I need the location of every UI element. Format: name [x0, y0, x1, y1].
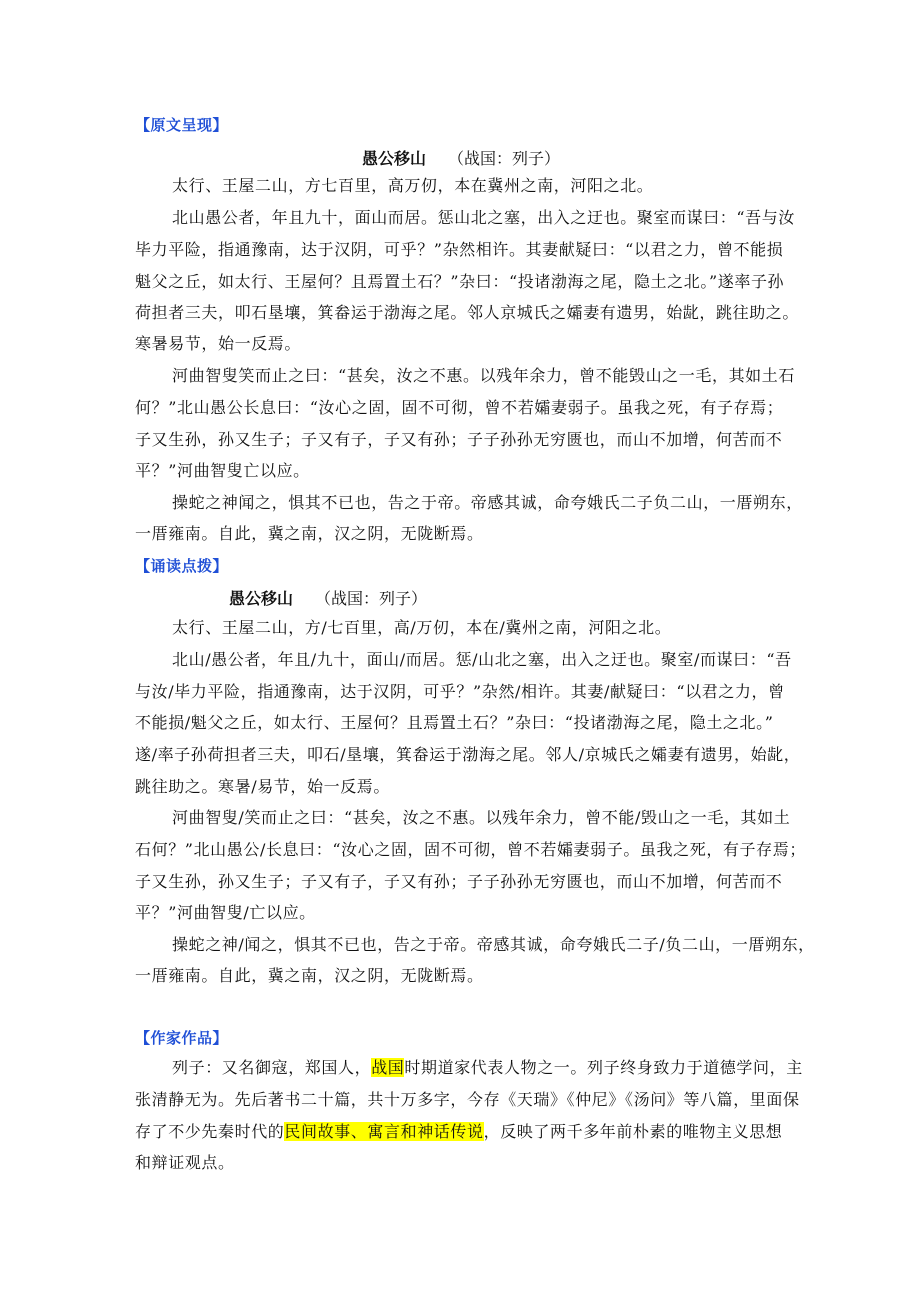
author-text: （战国：列子） — [315, 589, 428, 608]
text-line: 操蛇之神闻之，惧其不已也，告之于帝。帝感其诚，命夸娥氏二子负二山，一厝朔东， — [172, 493, 803, 512]
section-label-original: 【原文呈现】 — [135, 116, 229, 134]
text-line: 一厝雍南。自此，冀之南，汉之阴，无陇断焉。 — [135, 524, 484, 543]
highlighted-text: 战国 — [371, 1058, 405, 1077]
text-line: 河曲智叟/笑而止之曰：“甚矣，汝之不惠。以残年余力，曾不能/毁山之一毛，其如土 — [172, 808, 791, 827]
text-segment: 存了不少先秦时代的 — [135, 1122, 285, 1141]
title-text: 愚公移山 — [362, 149, 427, 168]
text-line: 毕力平险，指通豫南，达于汉阴，可乎？”杂然相许。其妻献疑曰：“以君之力，曾不能损 — [135, 240, 784, 259]
text-line: 和辩证观点。 — [135, 1153, 235, 1172]
text-line: 张清静无为。先后著书二十篇，共十万多字，今存《天瑞》《仲尼》《汤问》等八篇，里面保 — [135, 1090, 800, 1109]
highlighted-text: 民间故事、寓言和神话传说 — [284, 1122, 484, 1141]
poem-title-reading — [229, 586, 427, 609]
text-line: 北山愚公者，年且九十，面山而居。惩山北之塞，出入之迂也。聚室而谋曰：“吾与汝 — [172, 208, 795, 227]
text-line: 跳往助之。寒暑/易节，始一反焉。 — [135, 777, 390, 796]
section-label-author: 【作家作品】 — [135, 1029, 229, 1047]
author-text: （战国：列子） — [448, 149, 561, 168]
title-text: 愚公移山 — [229, 589, 294, 608]
text-line: 平？”河曲智叟亡以应。 — [135, 461, 310, 480]
text-line: 北山/愚公者，年且/九十，面山/而居。惩/山北之塞，出入之迂也。聚室/而谋曰：“吾 — [172, 650, 792, 669]
text-line: 太行、王屋二山，方/七百里，高/万仞，本在/冀州之南，河阳之北。 — [172, 618, 672, 637]
text-line: 遂/率子孙荷担者三夫，叩石/垦壤，箕畚运于渤海之尾。邻人/京城氏之孀妻有遗男，始龀， — [135, 745, 801, 764]
text-line: 寒暑易节，始一反焉。 — [135, 334, 302, 353]
text-line: 与汝/毕力平险，指通豫南，达于汉阴，可乎？”杂然/相许。其妻/献疑曰：“以君之力，曾 — [135, 682, 785, 701]
text-segment: 时期道家代表人物之一。列子终身致力于道德学问，主 — [404, 1058, 803, 1077]
text-line: 何？”北山愚公长息曰：“汝心之固，固不可彻，曾不若孀妻弱子。虽我之死，有子存焉； — [135, 398, 784, 417]
text-line — [135, 1122, 785, 1142]
text-line: 石何？”北山愚公/长息曰：“汝心之固，固不可彻，曾不若孀妻弱子。虽我之死，有子存焉； — [135, 840, 806, 859]
text-segment: 列子：又名御寇，郑国人， — [172, 1058, 372, 1077]
text-line: 太行、王屋二山，方七百里，高万仞，本在冀州之南，河阳之北。 — [172, 176, 654, 195]
text-line: 荷担者三夫，叩石垦壤，箕畚运于渤海之尾。邻人京城氏之孀妻有遗男，始龀，跳往助之。 — [135, 303, 800, 322]
text-line: 平？”河曲智叟/亡以应。 — [135, 903, 316, 922]
text-line: 河曲智叟笑而止之曰：“甚矣，汝之不惠。以残年余力，曾不能毁山之一毛，其如土石 — [172, 366, 795, 385]
text-segment: ，反映了两千多年前朴素的唯物主义思想 — [483, 1122, 783, 1141]
text-line: 操蛇之神/闻之，惧其不已也，告之于帝。帝感其诚，命夸娥氏二子/负二山，一厝朔东， — [172, 935, 815, 954]
text-line: 子又生孙，孙又生子；子又有子，子又有孙；子子孙孙无穷匮也，而山不加增，何苦而不 — [135, 872, 783, 891]
text-line — [172, 1058, 803, 1078]
section-label-reading: 【诵读点拨】 — [135, 557, 229, 575]
text-line: 不能损/魁父之丘，如太行、王屋何？且焉置土石？”杂曰：“投诸渤海之尾，隐土之北。” — [135, 713, 774, 732]
text-line: 子又生孙，孙又生子；子又有子，子又有孙；子子孙孙无穷匮也，而山不加增，何苦而不 — [135, 430, 783, 449]
poem-title-original — [362, 146, 560, 169]
text-line: 一厝雍南。自此，冀之南，汉之阴，无陇断焉。 — [135, 966, 484, 985]
text-line: 魁父之丘，如太行、王屋何？且焉置土石？”杂曰：“投诸渤海之尾，隐土之北。”遂率子孙 — [135, 272, 785, 291]
